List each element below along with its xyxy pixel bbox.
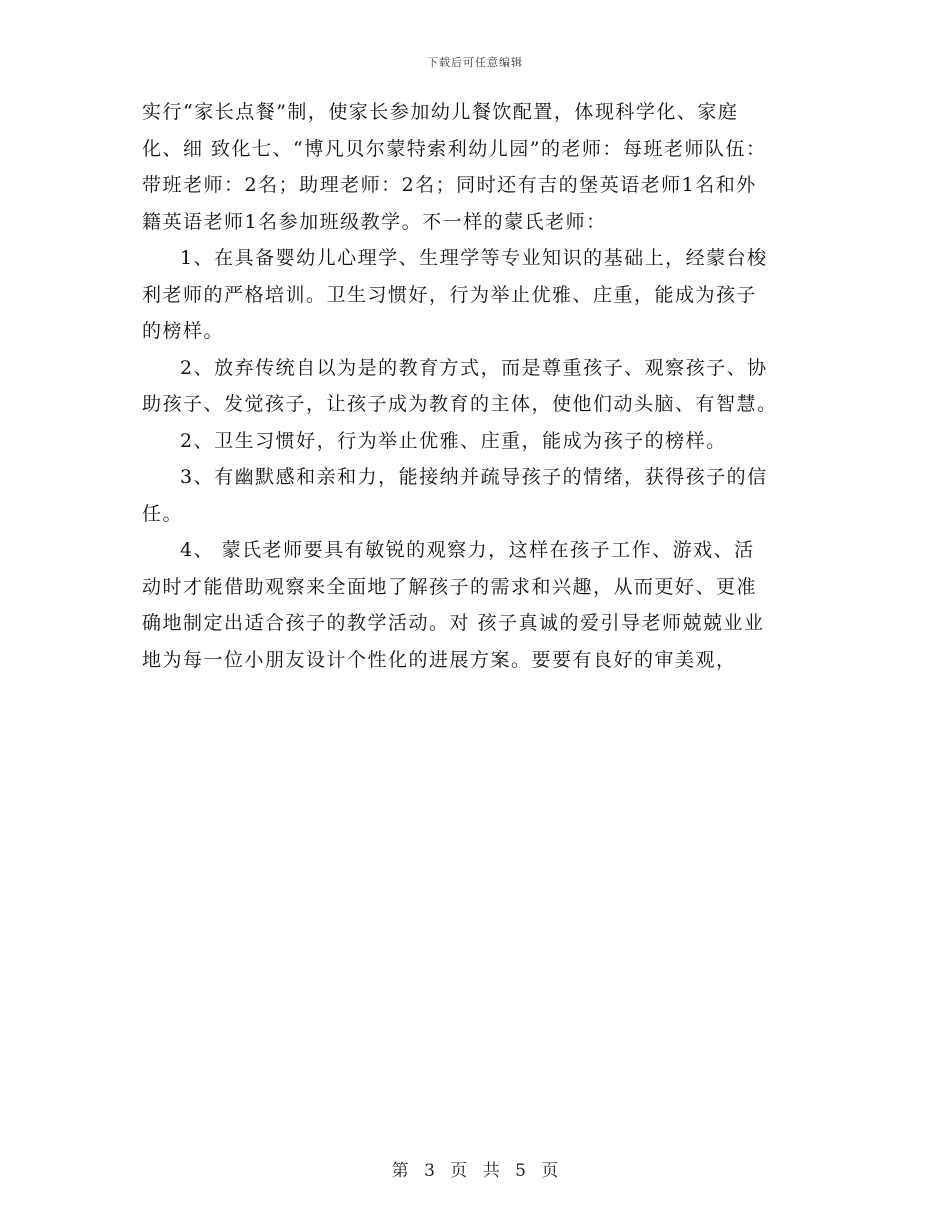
- body-line-8: 2、放弃传统自以为是的教育方式，而是尊重孩子、观察孩子、协: [180, 356, 768, 379]
- body-line-11: 3、有幽默感和亲和力，能接纳并疏导孩子的情绪，获得孩子的信: [180, 466, 768, 488]
- footer-total-unit: 页: [541, 1161, 559, 1181]
- body-line-7: 的榜样。: [142, 320, 225, 342]
- footer-page-label: 第: [391, 1161, 409, 1181]
- body-line-15: 确地制定出适合孩子的教学活动。对 孩子真诚的爱引导老师兢兢业业: [142, 612, 765, 634]
- footer-page-unit: 页: [450, 1161, 468, 1181]
- body-line-3: 带班老师：2名；助理老师：2名；同时还有吉的堡英语老师1名和外: [142, 174, 757, 196]
- body-line-14: 动时才能借助观察来全面地了解孩子的需求和兴趣，从而更好、更准: [142, 575, 758, 598]
- body-line-12: 任。: [142, 502, 184, 525]
- body-line-4: 籍英语老师1名参加班级教学。不一样的蒙氏老师：: [142, 210, 607, 233]
- page-footer: [0, 1156, 950, 1181]
- body-line-5: 1、在具备婴幼儿心理学、生理学等专业知识的基础上，经蒙台梭: [180, 247, 768, 269]
- body-line-13: 4、 蒙氏老师要具有敏锐的观察力，这样在孩子工作、游戏、活: [180, 539, 755, 561]
- footer-total-pages: 5: [515, 1161, 526, 1181]
- body-line-6: 利老师的严格培训。卫生习惯好，行为举止优雅、庄重，能成为孩子: [142, 283, 758, 306]
- document-body: [142, 103, 810, 687]
- page-header: 下载后可任意编辑: [427, 56, 523, 69]
- body-line-1: 实行“家长点餐”制，使家长参加幼儿餐饮配置，体现科学化、家庭: [142, 101, 739, 123]
- body-line-9: 助孩子、发觉孩子，让孩子成为教育的主体，使他们动头脑、有智慧。: [142, 393, 778, 415]
- footer-current-page: 3: [424, 1161, 435, 1181]
- body-line-2: 化、细 致化七、“博凡贝尔蒙特索利幼儿园”的老师：每班老师队伍：: [142, 137, 767, 160]
- body-line-16: 地为每一位小朋友设计个性化的进展方案。要要有良好的审美观，: [142, 648, 737, 671]
- footer-total-label: 共: [482, 1161, 500, 1181]
- body-line-10: 2、卫生习惯好，行为举止优雅、庄重，能成为孩子的榜样。: [180, 429, 727, 452]
